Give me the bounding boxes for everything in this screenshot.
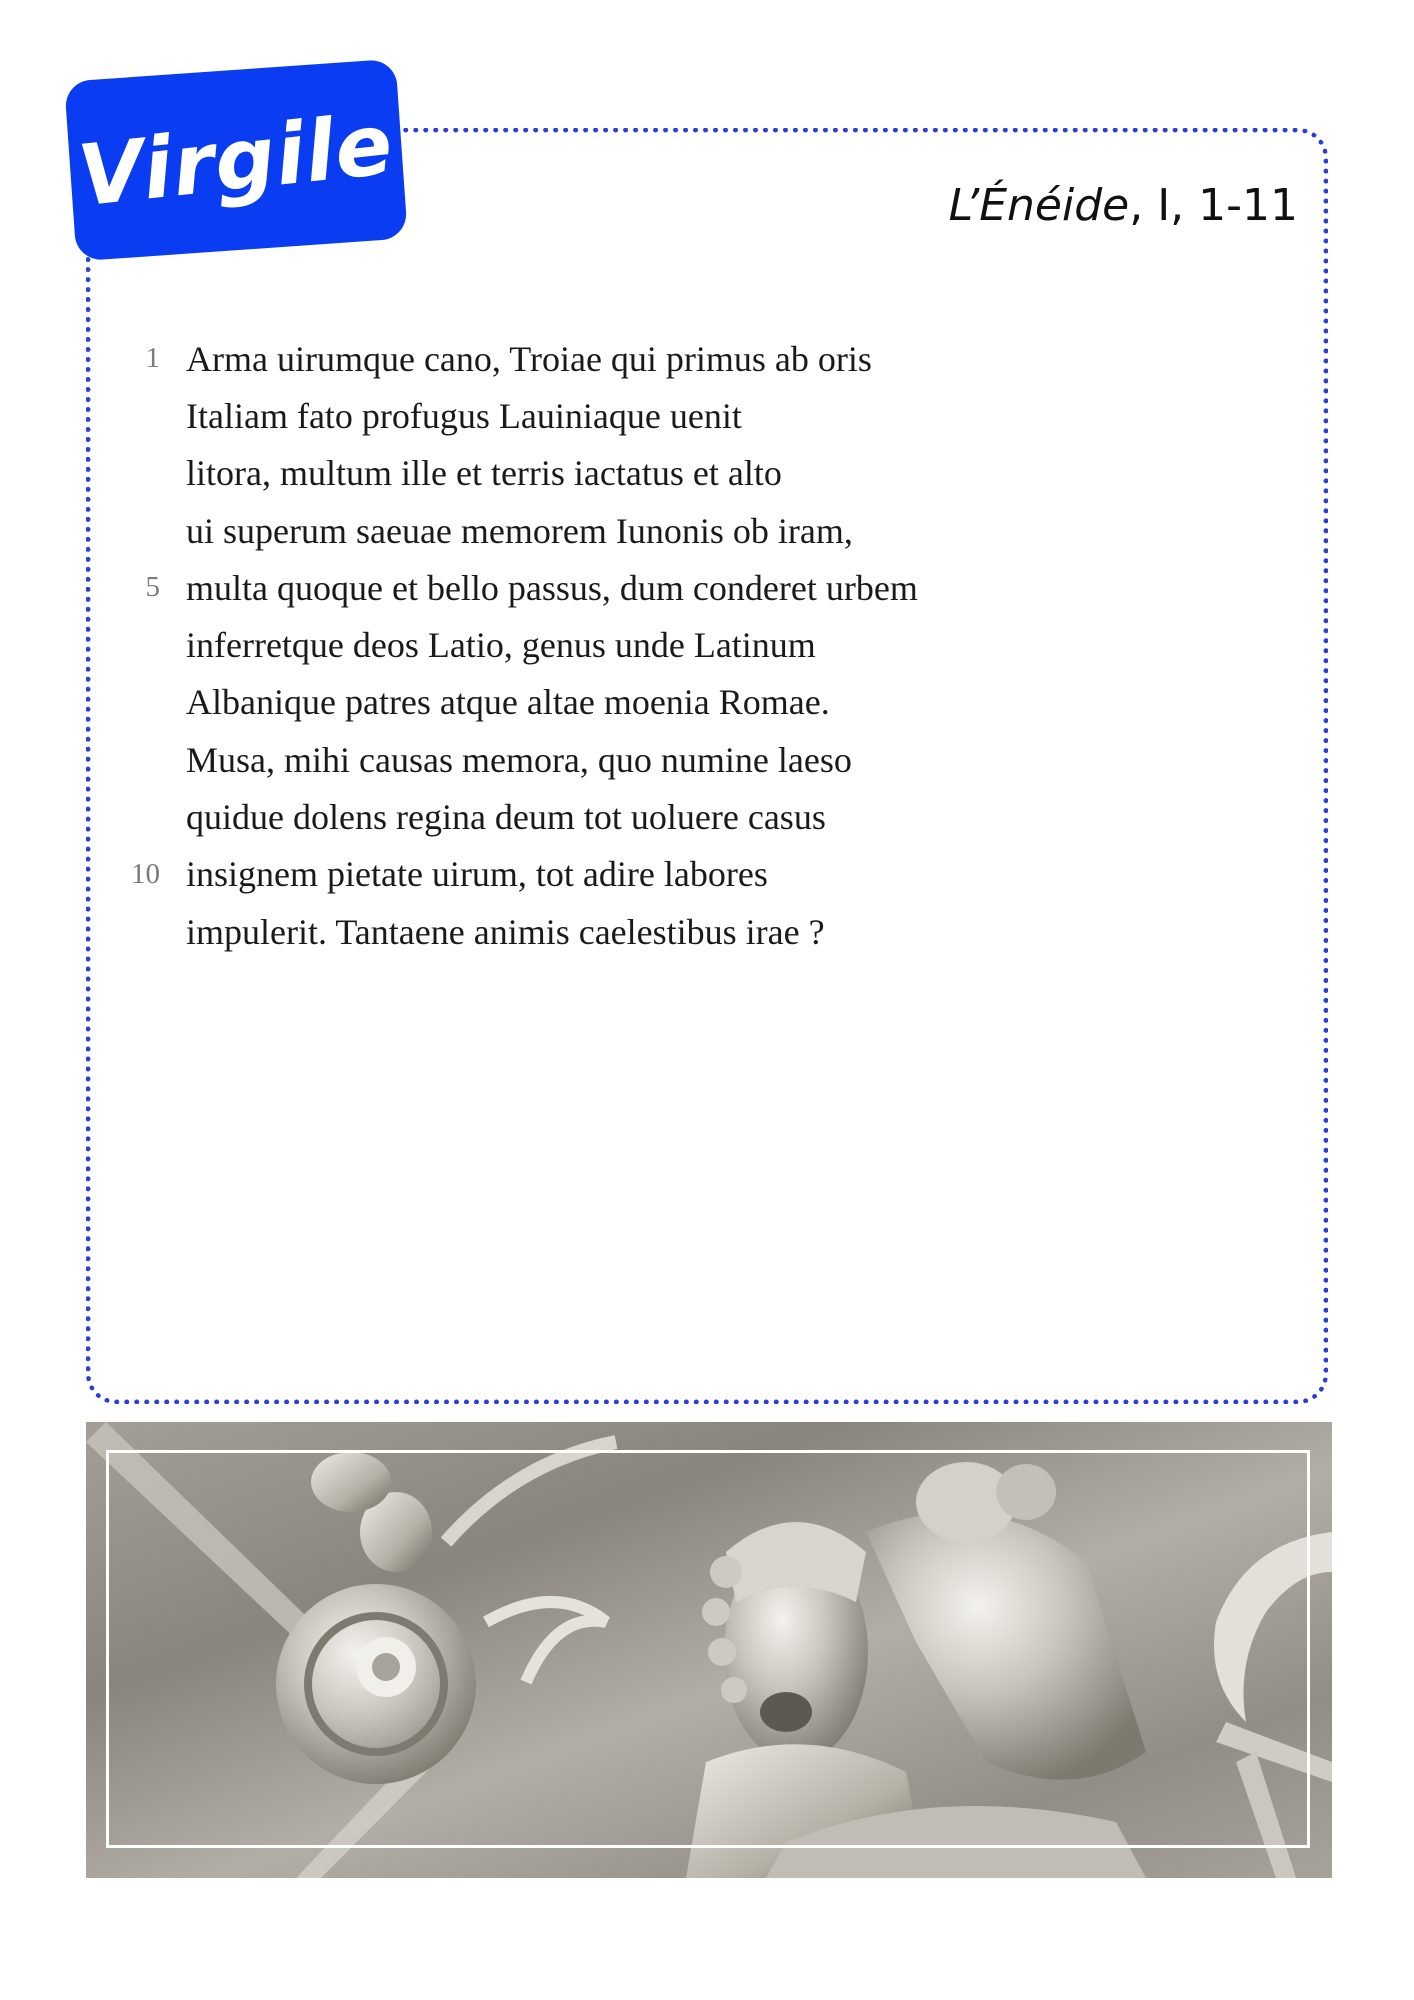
verse-line bbox=[110, 731, 1210, 788]
work-title-reference: , I, 1-11 bbox=[1129, 180, 1298, 231]
verse-text: litora, multum ille et terris iactatus et alto bbox=[186, 453, 782, 494]
line-number: 10 bbox=[131, 857, 160, 890]
verse-line bbox=[110, 330, 1210, 387]
verse-text: Italiam fato profugus Lauiniaque uenit bbox=[186, 395, 742, 436]
verse-text: insignem pietate uirum, tot adire labores bbox=[186, 854, 768, 895]
work-title bbox=[949, 180, 1298, 231]
verse-line bbox=[110, 387, 1210, 444]
author-badge bbox=[64, 59, 408, 262]
verse-line bbox=[110, 559, 1210, 616]
verse-text: Arma uirumque cano, Troiae qui primus ab oris bbox=[186, 338, 872, 379]
verse-text: impulerit. Tantaene animis caelestibus irae ? bbox=[186, 911, 825, 952]
verse-text: quidue dolens regina deum tot uoluere casus bbox=[186, 797, 826, 838]
work-title-name: L’Énéide bbox=[948, 180, 1130, 231]
relief-inner-frame bbox=[106, 1450, 1310, 1848]
line-number: 1 bbox=[145, 342, 160, 375]
verse-text: multa quoque et bello passus, dum conderet urbem bbox=[186, 567, 918, 608]
poem bbox=[110, 330, 1210, 960]
verse-text: ui superum saeuae memorem Iunonis ob iram, bbox=[186, 510, 853, 551]
verse-line bbox=[110, 788, 1210, 845]
verse-line bbox=[110, 616, 1210, 673]
line-number: 5 bbox=[145, 571, 160, 604]
verse-line bbox=[110, 846, 1210, 903]
verse-text: Albanique patres atque altae moenia Romae. bbox=[186, 682, 830, 723]
verse-line bbox=[110, 445, 1210, 502]
verse-line bbox=[110, 502, 1210, 559]
verse-text: Musa, mihi causas memora, quo numine laeso bbox=[186, 739, 852, 780]
verse-line bbox=[110, 903, 1210, 960]
verse-line bbox=[110, 674, 1210, 731]
silver-relief-image bbox=[86, 1422, 1332, 1878]
author-name: Virgile bbox=[74, 94, 398, 226]
verse-text: inferretque deos Latio, genus unde Latinum bbox=[186, 625, 816, 666]
